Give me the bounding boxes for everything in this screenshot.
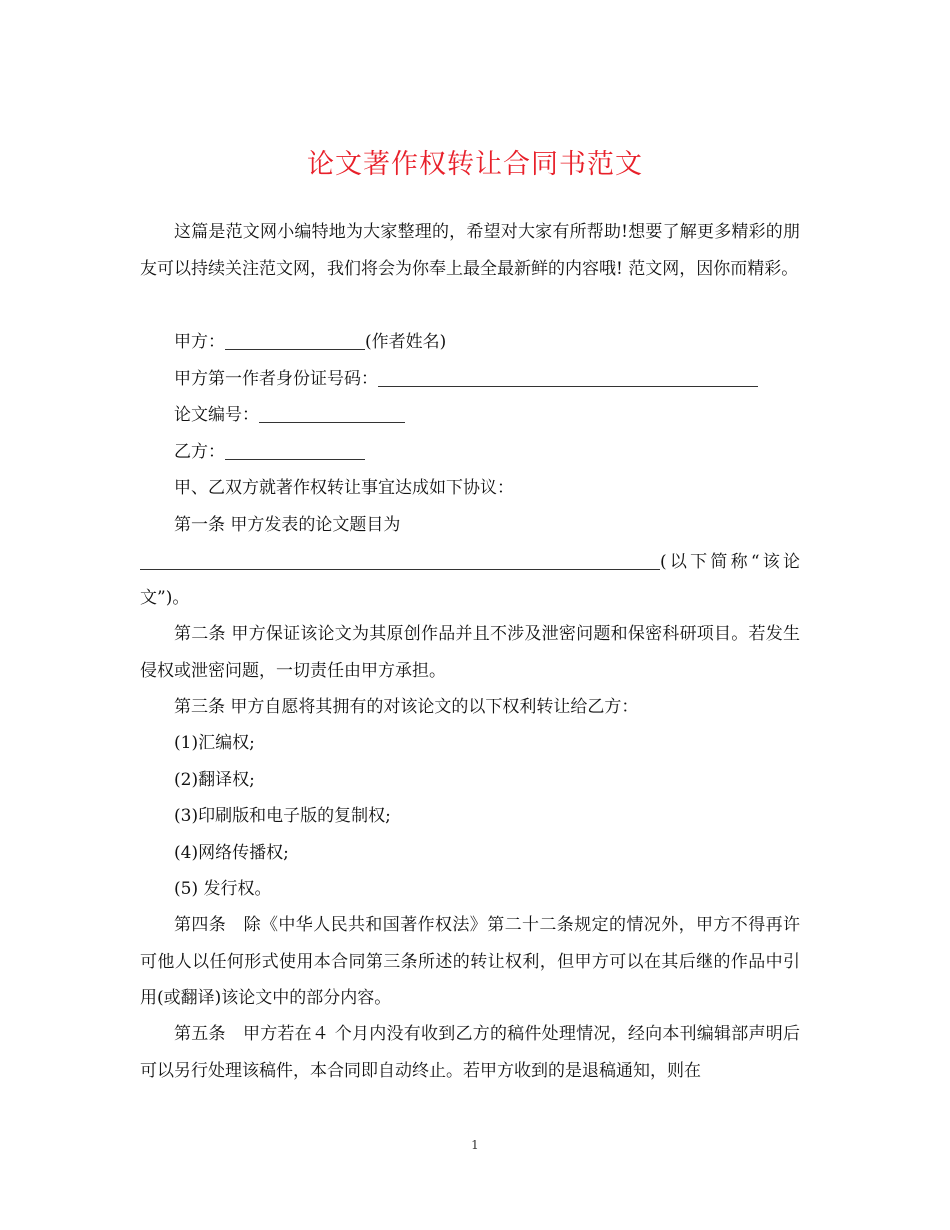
article-2-text: 第二条 甲方保证该论文为其原创作品并且不涉及泄密问题和保密科研项目。若发生侵权或泄密问题，一切责任由甲方承担。 bbox=[140, 624, 800, 681]
paper-number-label: 论文编号： bbox=[174, 405, 259, 425]
party-a-blank bbox=[225, 332, 365, 350]
article-1-head: 第一条 甲方发表的论文题目为 bbox=[174, 515, 401, 535]
party-a-line bbox=[140, 324, 800, 361]
intro-text: 这篇是范文网小编特地为大家整理的，希望对大家有所帮助!想要了解更多精彩的朋友可以持续关注范文网，我们将会为你奉上最全最新鲜的内容哦! 范文网，因你而精彩。 bbox=[140, 222, 800, 279]
document-title: 论文著作权转让合同书范文 bbox=[307, 149, 643, 180]
article-1-title-blank bbox=[140, 552, 660, 570]
article-3-text: 第三条 甲方自愿将其拥有的对该论文的以下权利转让给乙方： bbox=[174, 697, 639, 717]
article-5-paragraph bbox=[140, 1016, 800, 1089]
rights-item: (3)印刷版和电子版的复制权; bbox=[174, 806, 391, 826]
article-4-paragraph bbox=[140, 907, 800, 1017]
page-number: 1 bbox=[471, 1138, 479, 1152]
intro-paragraph bbox=[140, 214, 800, 287]
article-5-text: 第五条 甲方若在４ 个月内没有收到乙方的稿件处理情况，经向本刊编辑部声明后可以另行处理该稿件，本合同即自动终止。若甲方收到的是退稿通知，则在 bbox=[140, 1024, 800, 1081]
article-4-text: 第四条 除《中华人民共和国著作权法》第二十二条规定的情况外，甲方不得再许可他人以任何形式使用本合同第三条所述的转让权利，但甲方可以在其后继的作品中引用(或翻译)该论文中的部分内容。 bbox=[140, 915, 800, 1008]
party-b-label: 乙方： bbox=[174, 442, 225, 462]
party-a-id-line bbox=[140, 361, 800, 398]
rights-list bbox=[140, 725, 800, 908]
article-2-paragraph bbox=[140, 616, 800, 689]
rights-item: (1)汇编权; bbox=[174, 733, 255, 753]
agreement-text: 甲、乙双方就著作权转让事宜达成如下协议： bbox=[174, 478, 514, 498]
party-b-line bbox=[140, 434, 800, 471]
party-a-label: 甲方： bbox=[174, 332, 225, 352]
party-b-blank bbox=[225, 442, 365, 460]
paper-number-line bbox=[140, 397, 800, 434]
agreement-paragraph bbox=[140, 470, 800, 507]
party-a-suffix: (作者姓名) bbox=[365, 332, 447, 352]
article-3-paragraph bbox=[140, 689, 800, 726]
party-a-id-blank bbox=[378, 369, 758, 387]
rights-item: (2)翻译权; bbox=[174, 769, 255, 790]
article-1-tail: (以下简称“该论文”)。 bbox=[140, 551, 800, 608]
paper-number-blank bbox=[259, 405, 405, 423]
rights-item: (4)网络传播权; bbox=[174, 842, 289, 863]
party-a-id-label: 甲方第一作者身份证号码： bbox=[174, 369, 378, 389]
article-1-paragraph bbox=[140, 507, 800, 617]
rights-item: (5) 发行权。 bbox=[174, 879, 272, 899]
